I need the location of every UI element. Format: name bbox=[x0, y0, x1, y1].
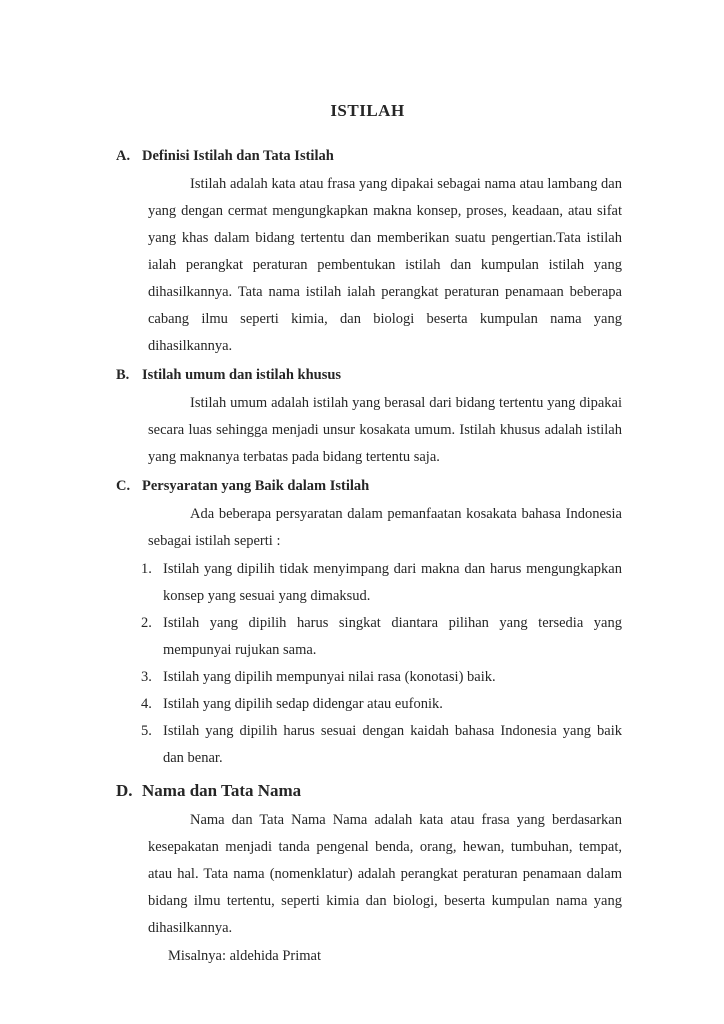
list-item-text: Istilah yang dipilih harus singkat diantara pilihan yang tersedia yang mempunyai rujukan sama. bbox=[163, 615, 622, 658]
section-istilah-umum-khusus bbox=[113, 362, 622, 471]
section-heading bbox=[116, 473, 622, 500]
section-heading bbox=[116, 362, 622, 389]
list-item-text: Istilah yang dipilih sedap didengar atau eufonik. bbox=[163, 696, 443, 712]
list-item bbox=[141, 610, 622, 664]
section-paragraph: Nama dan Tata Nama Nama adalah kata atau frasa yang berdasarkan kesepakatan menjadi tanda pengenal benda, orang, hewan, tumbuhan, tempat, atau hal. Tata nama (nomenklatur) adalah perangkat peraturan penamaan dalam bidang ilmu tertentu, seperti kimia dan biologi, beserta kumpulan nama yang dihasilkannya. bbox=[148, 812, 622, 936]
section-paragraph: Ada beberapa persyaratan dalam pemanfaatan kosakata bahasa Indonesia sebagai istilah seperti : bbox=[148, 506, 622, 549]
list-item bbox=[141, 718, 622, 772]
list-item bbox=[141, 556, 622, 610]
section-paragraph: Istilah adalah kata atau frasa yang dipakai sebagai nama atau lambang dan yang dengan cermat mengungkapkan makna konsep, proses, keadaan, atau sifat yang khas dalam bidang tertentu dan memberikan suatu pengertian.Tata istilah ialah perangkat peraturan pembentukan istilah dan kumpulan istilah yang dihasilkannya. Tata nama istilah ialah perangkat peraturan penamaan beberapa cabang ilmu seperti kimia, dan biologi beserta kumpulan nama yang dihasilkannya. bbox=[148, 176, 622, 354]
list-item-number: 5. bbox=[141, 723, 152, 739]
requirements-list bbox=[141, 556, 622, 772]
section-heading-text: Definisi Istilah dan Tata Istilah bbox=[142, 148, 334, 164]
list-item-text: Istilah yang dipilih harus sesuai dengan kaidah bahasa Indonesia yang baik dan benar. bbox=[163, 723, 622, 766]
section-heading bbox=[116, 776, 622, 806]
list-item-number: 4. bbox=[141, 696, 152, 712]
section-nama-tata-nama bbox=[113, 776, 622, 970]
list-item-number: 3. bbox=[141, 669, 152, 685]
list-item-text: Istilah yang dipilih tidak menyimpang dari makna dan harus mengungkapkan konsep yang sesuai yang dimaksud. bbox=[163, 561, 622, 604]
document-title: ISTILAH bbox=[330, 101, 405, 120]
list-item-number: 1. bbox=[141, 561, 152, 577]
section-heading bbox=[116, 143, 622, 170]
section-heading-text: Nama dan Tata Nama bbox=[142, 781, 302, 800]
section-label: D. bbox=[116, 781, 133, 800]
section-definisi-istilah bbox=[113, 143, 622, 360]
list-item bbox=[141, 691, 622, 718]
list-item-number: 2. bbox=[141, 615, 152, 631]
section-heading-text: Persyaratan yang Baik dalam Istilah bbox=[142, 478, 370, 494]
list-item bbox=[141, 664, 622, 691]
list-item-text: Istilah yang dipilih mempunyai nilai rasa (konotasi) baik. bbox=[163, 669, 496, 685]
section-label: B. bbox=[116, 367, 130, 383]
section-heading-text: Istilah umum dan istilah khusus bbox=[142, 367, 342, 383]
section-persyaratan bbox=[113, 473, 622, 772]
section-label: C. bbox=[116, 478, 131, 494]
example-note: Misalnya: aldehida Primat bbox=[168, 948, 322, 964]
section-paragraph: Istilah umum adalah istilah yang berasal dari bidang tertentu yang dipakai secara luas sehingga menjadi unsur kosakata umum. Istilah khusus adalah istilah yang maknanya terbatas pada bidang tertentu saja. bbox=[148, 395, 622, 465]
section-label: A. bbox=[116, 148, 131, 164]
